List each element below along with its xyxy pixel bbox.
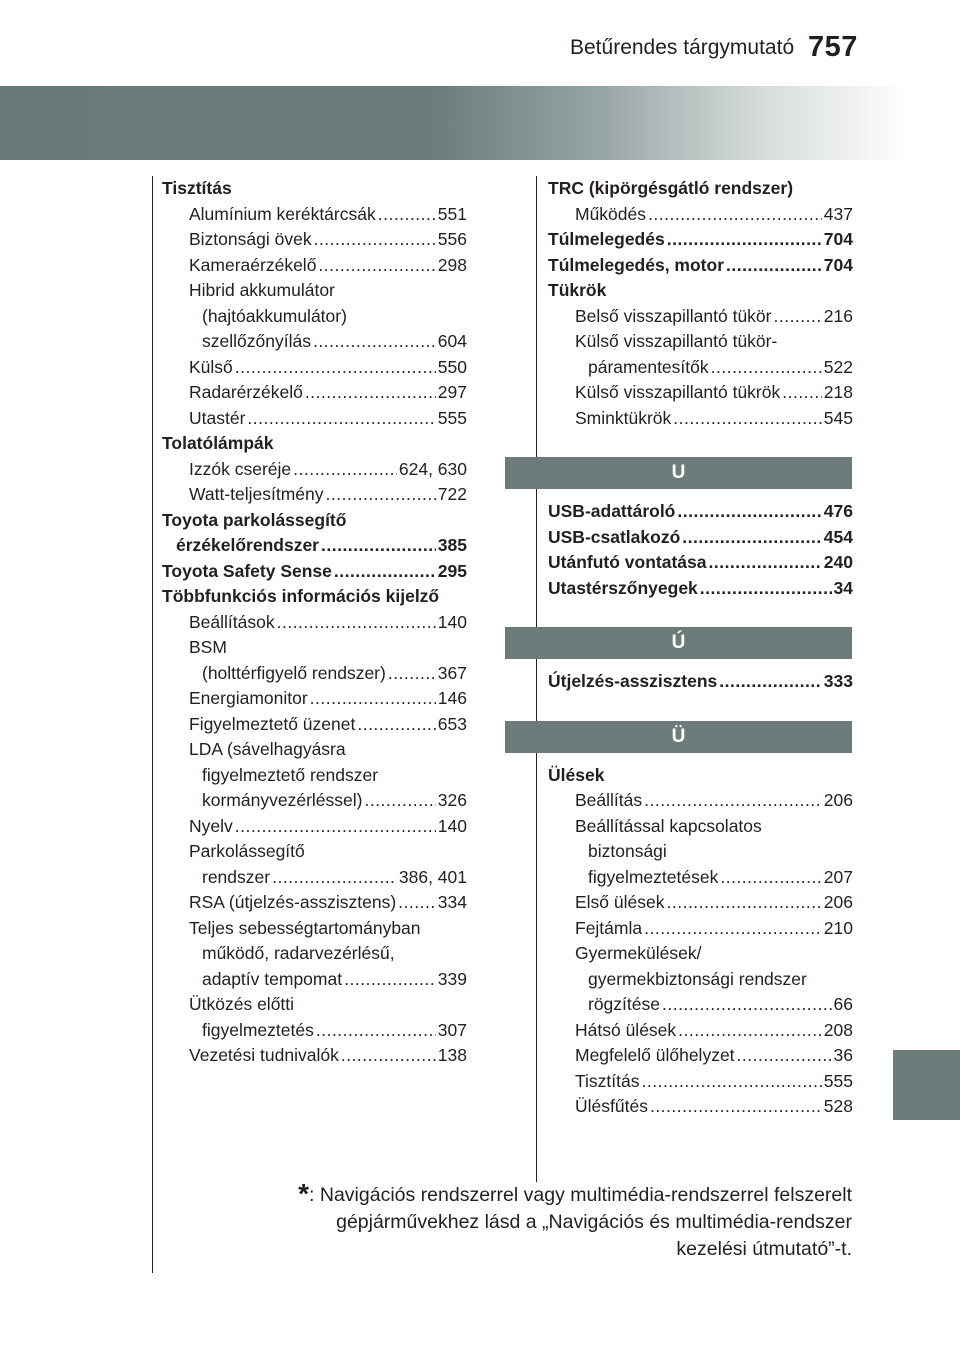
index-entry: [189, 916, 467, 942]
index-entry-page: 146: [437, 688, 467, 708]
index-entry: [189, 482, 467, 508]
dot-leader: [293, 457, 397, 483]
dot-leader: [334, 559, 436, 585]
dot-leader: [708, 550, 821, 576]
dot-leader: [277, 610, 436, 636]
index-entry-label: Watt-teljesítmény: [189, 484, 324, 504]
dot-leader: [678, 1018, 822, 1044]
index-entry-label: Tisztítás: [162, 178, 232, 198]
index-entry-label: működő, radarvezérlésű,: [202, 943, 395, 963]
index-entry-label: Első ülések: [575, 892, 665, 912]
index-entry: [189, 380, 467, 406]
index-entry-page: 385: [437, 535, 467, 555]
index-entry-label: Teljes sebességtartományban: [189, 917, 421, 938]
index-entry: [189, 839, 467, 865]
index-entry: [162, 431, 467, 457]
index-entry-label: figyelmeztetés: [202, 1019, 314, 1040]
dot-leader: [235, 814, 436, 840]
index-entry-page: 476: [823, 501, 853, 521]
index-entry-page: 386, 401: [398, 866, 467, 887]
index-entry: [575, 1018, 853, 1044]
dot-leader: [673, 406, 822, 432]
index-entry: [548, 227, 853, 253]
index-entry-page: 66: [833, 994, 853, 1014]
header-gradient-band: [0, 86, 960, 160]
index-entry-page: 218: [823, 382, 853, 402]
dot-leader: [364, 788, 435, 814]
dot-leader: [719, 669, 822, 695]
page-number: 757: [808, 31, 858, 63]
index-entry-label: Parkolássegítő: [189, 841, 305, 861]
index-entry-page: 326: [437, 790, 467, 810]
index-entry: [548, 176, 853, 202]
index-entry: [189, 890, 467, 916]
index-entry: [202, 763, 467, 789]
index-entry: [189, 406, 467, 432]
index-entry: [189, 610, 467, 636]
dot-leader: [378, 202, 436, 228]
index-entry-label: Nyelv: [189, 815, 233, 836]
index-entry-label: Kameraérzékelő: [189, 254, 317, 275]
letter-section-header: Ü: [505, 721, 852, 753]
index-entry-page: 140: [437, 815, 467, 836]
index-entry: [548, 669, 853, 695]
index-entry-label: Tisztítás: [575, 1070, 640, 1091]
index-entry-page: 207: [823, 866, 853, 887]
index-entry-label: kormányvezérléssel): [202, 790, 363, 810]
index-entry-page: 555: [823, 1070, 853, 1091]
dot-leader: [773, 304, 821, 330]
index-entry: [588, 992, 853, 1018]
index-entry: [575, 406, 853, 432]
dot-leader: [388, 661, 436, 687]
index-entry-label: rendszer: [202, 866, 271, 887]
dot-leader: [313, 329, 436, 355]
index-entry-label: Többfunkciós információs kijelző: [162, 586, 440, 606]
column-divider: [536, 176, 537, 1182]
index-entry-label: Toyota Safety Sense: [162, 560, 332, 581]
index-entry-label: gyermekbiztonsági rendszer: [588, 968, 807, 989]
dot-leader: [642, 1069, 822, 1095]
index-entry: [575, 916, 853, 942]
letter-section-header: Ú: [505, 627, 852, 659]
dot-leader: [305, 380, 436, 406]
index-entry: [189, 712, 467, 738]
index-entry: [575, 814, 853, 840]
index-entry: [202, 329, 467, 355]
dot-leader: [726, 253, 822, 279]
index-entry: [548, 499, 853, 525]
index-entry-label: BSM: [189, 637, 227, 657]
index-entry: [575, 890, 853, 916]
index-entry: [548, 576, 853, 602]
index-entry-label: Tükrök: [548, 280, 607, 300]
dot-leader: [782, 380, 822, 406]
index-entry-page: 34: [833, 577, 853, 598]
dot-leader: [737, 1043, 832, 1069]
index-entry: [162, 584, 467, 610]
index-entry: [189, 635, 467, 661]
dot-leader: [310, 686, 436, 712]
index-entry-label: figyelmeztető rendszer: [202, 764, 379, 785]
index-entry: [189, 686, 467, 712]
index-entry-page: 206: [823, 892, 853, 912]
dot-leader: [662, 992, 832, 1018]
index-entry-label: Ütközés előtti: [189, 994, 295, 1014]
index-entry-label: Beállítás: [575, 790, 643, 810]
index-entry-label: Beállítással kapcsolatos: [575, 815, 762, 836]
dot-leader: [644, 788, 822, 814]
index-entry-label: páramentesítők: [588, 356, 709, 377]
index-column-right: [548, 176, 853, 1120]
dot-leader: [318, 253, 435, 279]
index-entry: [202, 865, 467, 891]
index-entry-page: 550: [437, 356, 467, 377]
index-entry: [575, 941, 853, 967]
index-entry-page: 704: [823, 254, 853, 275]
index-entry-label: Utastér: [189, 407, 246, 428]
index-entry-page: 367: [437, 662, 467, 683]
index-entry-label: Alumínium keréktárcsák: [189, 203, 376, 224]
index-entry-page: 140: [437, 611, 467, 632]
index-entry-label: Toyota parkolássegítő: [162, 509, 347, 530]
index-entry-label: biztonsági: [588, 841, 667, 861]
index-entry-page: 210: [823, 917, 853, 938]
index-entry: [575, 304, 853, 330]
index-entry: [548, 253, 853, 279]
index-entry-label: USB-csatlakozó: [548, 526, 681, 547]
dot-leader: [341, 1043, 436, 1069]
index-entry: [575, 788, 853, 814]
index-entry-page: 339: [437, 968, 467, 989]
index-entry-label: Megfelelő ülőhelyzet: [575, 1045, 735, 1065]
index-entry: [575, 1043, 853, 1069]
index-entry-label: Sminktükrök: [575, 407, 672, 428]
index-entry: [548, 550, 853, 576]
footnote-line-3: kezelési útmutató”-t.: [676, 1238, 852, 1260]
index-entry-label: Tolatólámpák: [162, 433, 274, 453]
index-entry: [575, 202, 853, 228]
left-margin-rule: [152, 176, 153, 1273]
index-entry: [162, 176, 467, 202]
index-entry-label: Utánfutó vontatása: [548, 552, 707, 572]
footnote: [212, 1180, 852, 1263]
index-entry-page: 722: [437, 484, 467, 504]
index-entry-label: Külső: [189, 356, 233, 377]
dot-leader: [682, 525, 822, 551]
index-entry-page: 555: [437, 407, 467, 428]
dot-leader: [667, 227, 822, 253]
index-entry-label: RSA (útjelzés-asszisztens): [189, 892, 397, 912]
index-entry-label: Radarérzékelő: [189, 382, 303, 402]
dot-leader: [247, 406, 435, 432]
dot-leader: [344, 967, 436, 993]
index-entry-label: Külső visszapillantó tükrök: [575, 382, 781, 402]
index-entry-page: 704: [823, 229, 853, 249]
index-entry-label: Figyelmeztető üzenet: [189, 713, 356, 734]
index-entry-label: Beállítások: [189, 611, 275, 632]
dot-leader: [398, 890, 436, 916]
index-entry-label: Vezetési tudnivalók: [189, 1045, 339, 1065]
letter-section-header: U: [505, 457, 852, 489]
index-entry: [189, 253, 467, 279]
index-entry-page: 522: [823, 356, 853, 377]
index-entry-label: Biztonsági övek: [189, 229, 312, 249]
index-entry: [189, 992, 467, 1018]
index-entry-page: 653: [437, 713, 467, 734]
footnote-line-1: : Navigációs rendszerrel vagy multimédia-rendszerrel felszerelt: [309, 1184, 852, 1206]
index-entry-page: 556: [437, 229, 467, 249]
index-entry-label: Fejtámla: [575, 917, 643, 938]
index-entry-label: érzékelőrendszer: [176, 535, 319, 555]
index-entry: [202, 788, 467, 814]
index-entry: [202, 941, 467, 967]
index-entry: [189, 737, 467, 763]
index-entry-page: 295: [437, 560, 467, 581]
index-entry-label: Utastérszőnyegek: [548, 577, 698, 598]
index-entry-label: Ülésfűtés: [575, 1096, 648, 1116]
index-entry-label: Útjelzés-asszisztens: [548, 671, 718, 691]
index-entry-label: Hibrid akkumulátor: [189, 280, 335, 300]
index-entry: [162, 508, 467, 534]
index-entry: [189, 457, 467, 483]
index-entry-label: adaptív tempomat: [202, 968, 343, 989]
index-entry-label: Külső visszapillantó tükör-: [575, 331, 778, 351]
index-entry: [588, 865, 853, 891]
page-header-title: Betűrendes tárgymutató: [570, 36, 795, 59]
dot-leader: [700, 576, 832, 602]
dot-leader: [711, 355, 822, 381]
index-entry-page: 545: [823, 407, 853, 428]
index-entry-page: 604: [437, 331, 467, 351]
index-entry-page: 454: [823, 526, 853, 547]
index-entry-page: 334: [437, 892, 467, 912]
index-entry-page: 551: [437, 203, 467, 224]
index-entry-label: (hajtóakkumulátor): [202, 305, 347, 326]
index-entry: [575, 329, 853, 355]
dot-leader: [326, 482, 436, 508]
index-entry-label: figyelmeztetések: [588, 866, 719, 887]
dot-leader: [316, 1018, 436, 1044]
index-entry: [548, 763, 853, 789]
index-entry-page: 528: [823, 1096, 853, 1116]
index-entry-label: Hátsó ülések: [575, 1019, 677, 1040]
index-entry: [202, 661, 467, 687]
index-entry-page: 36: [833, 1045, 853, 1065]
index-entry-label: TRC (kipörgésgátló rendszer): [548, 178, 794, 198]
index-entry: [575, 1094, 853, 1120]
dot-leader: [677, 499, 821, 525]
index-entry: [189, 355, 467, 381]
index-entry-page: 208: [823, 1019, 853, 1040]
index-entry: [588, 967, 853, 993]
dot-leader: [321, 533, 436, 559]
index-entry: [189, 202, 467, 228]
page-header: [0, 0, 960, 78]
index-entry: [189, 227, 467, 253]
dot-leader: [272, 865, 397, 891]
section-side-tab: [893, 1050, 960, 1120]
index-entry-page: 624, 630: [398, 458, 467, 479]
index-entry-label: Energiamonitor: [189, 688, 308, 708]
index-entry-label: Működés: [575, 203, 647, 224]
index-entry-page: 298: [437, 254, 467, 275]
index-entry-label: Túlmelegedés: [548, 229, 665, 249]
dot-leader: [720, 865, 821, 891]
index-entry-page: 138: [437, 1045, 467, 1065]
index-entry-label: LDA (sávelhagyásra: [189, 739, 346, 759]
index-entry-page: 437: [823, 203, 853, 224]
index-entry: [162, 559, 467, 585]
index-entry-label: Izzók cseréje: [189, 458, 292, 479]
index-entry: [202, 1018, 467, 1044]
index-entry-page: 206: [823, 790, 853, 810]
index-entry: [548, 525, 853, 551]
index-entry: [176, 533, 467, 559]
index-entry-label: rögzítése: [588, 994, 660, 1014]
index-entry: [202, 304, 467, 330]
index-entry: [189, 1043, 467, 1069]
index-entry-label: szellőzőnyílás: [202, 331, 311, 351]
index-entry-label: Ülések: [548, 764, 605, 785]
index-entry: [548, 278, 853, 304]
dot-leader: [644, 916, 822, 942]
index-entry-page: 297: [437, 382, 467, 402]
index-entry-label: USB-adattároló: [548, 501, 676, 521]
index-entry-label: Belső visszapillantó tükör: [575, 305, 772, 326]
index-entry-page: 307: [437, 1019, 467, 1040]
index-entry: [575, 1069, 853, 1095]
index-entry: [189, 814, 467, 840]
index-entry: [202, 967, 467, 993]
index-entry-label: Gyermekülések/: [575, 943, 702, 963]
dot-leader: [357, 712, 435, 738]
dot-leader: [235, 355, 436, 381]
index-entry: [588, 355, 853, 381]
index-entry: [588, 839, 853, 865]
index-entry-page: 333: [823, 671, 853, 691]
index-column-left: [162, 176, 467, 1069]
index-entry: [575, 380, 853, 406]
footnote-line-2: gépjárművekhez lásd a „Navigációs és multimédia-rendszer: [336, 1211, 852, 1233]
index-entry-label: (holttérfigyelő rendszer): [202, 662, 386, 683]
index-entry-page: 240: [823, 552, 853, 572]
index-entry: [189, 278, 467, 304]
dot-leader: [667, 890, 822, 916]
dot-leader: [648, 202, 822, 228]
index-entry-page: 216: [823, 305, 853, 326]
dot-leader: [314, 227, 436, 253]
index-entry-label: Túlmelegedés, motor: [548, 254, 725, 275]
dot-leader: [650, 1094, 822, 1120]
footnote-marker: *: [298, 1178, 310, 1209]
